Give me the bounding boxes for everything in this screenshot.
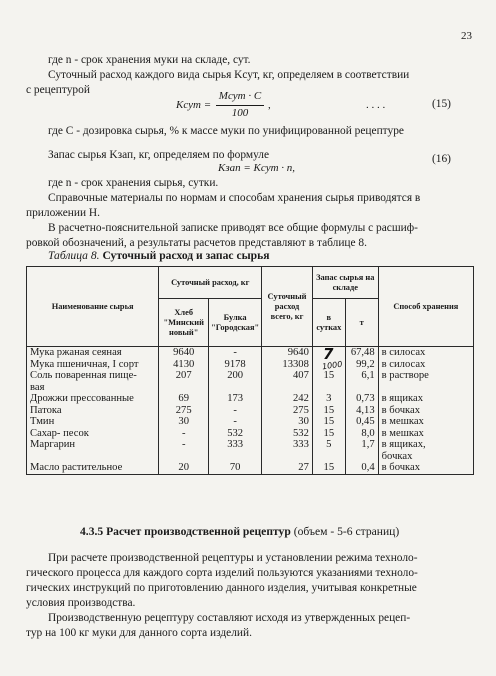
cell-bulka: 200 <box>209 370 262 382</box>
cell-t: 8,0 <box>345 428 378 440</box>
table-row <box>27 382 474 394</box>
cell-days: 15 <box>312 405 345 417</box>
text-line: ровкой обозначений, а результаты расчетов представляют в таблице 8. <box>26 237 367 249</box>
text-line: При расчете производственной рецептуры и установлении режима техноло- <box>48 552 418 564</box>
cell-bulka: 9178 <box>209 359 262 371</box>
cell-total <box>262 382 313 394</box>
cell-name: Патока <box>27 405 159 417</box>
cell-method: бочках <box>378 451 473 463</box>
cell-name: Мука ржаная сеяная <box>27 347 159 359</box>
text-line: где n - срок хранения муки на складе, сут. <box>48 54 251 66</box>
cell-method: в силосах <box>378 347 473 359</box>
cell-name: Сахар- песок <box>27 428 159 440</box>
formula-15-numerator: Mсут · C <box>218 90 262 102</box>
cell-t: 0,73 <box>345 393 378 405</box>
cell-total: 13308 <box>262 359 313 371</box>
table-row <box>27 439 474 451</box>
text-line: с рецептурой <box>26 84 90 96</box>
text-line: приложении Н. <box>26 207 100 219</box>
cell-method: в ящиках, <box>378 439 473 451</box>
section-heading-note: (объем - 5-6 страниц) <box>293 525 400 538</box>
cell-t: 4,13 <box>345 405 378 417</box>
cell-bulka: - <box>209 416 262 428</box>
cell-name: Соль поваренная пище- <box>27 370 159 382</box>
cell-total: 30 <box>262 416 313 428</box>
cell-bread: - <box>159 439 209 451</box>
table-row <box>27 370 474 382</box>
cell-total: 407 <box>262 370 313 382</box>
text-line: где n - срок хранения сырья, сутки. <box>48 177 219 189</box>
cell-method: в растворе <box>378 370 473 382</box>
cell-bulka: - <box>209 347 262 359</box>
fraction-bar <box>216 105 264 106</box>
cell-total <box>262 451 313 463</box>
section-heading-title: 4.3.5 Расчет производственной рецептур <box>80 525 291 538</box>
cell-t <box>345 382 378 394</box>
cell-method: в бочках <box>378 405 473 417</box>
text-line: тур на 100 кг муки для данного сорта изделий. <box>26 627 252 639</box>
page-number: 23 <box>461 30 472 42</box>
cell-t <box>345 451 378 463</box>
cell-bread <box>159 382 209 394</box>
table-row <box>27 416 474 428</box>
cell-t: 0,4 <box>345 462 378 474</box>
cell-bread: 275 <box>159 405 209 417</box>
header-bulka: Булка "Городская" <box>209 299 262 347</box>
cell-t: 99,2 <box>345 359 378 371</box>
formula-15-lhs: Kсут = <box>176 99 212 111</box>
text-line: где C - дозировка сырья, % к массе муки по унифицированной рецептуре <box>48 125 404 137</box>
cell-name: Дрожжи прессованные <box>27 393 159 405</box>
handwritten-mark: 7 <box>323 345 334 363</box>
header-daily: Суточный расход, кг <box>159 267 262 299</box>
text-line: гического процесса для каждого сорта изделий пользуются указаниями техноло- <box>26 567 418 579</box>
table-row <box>27 405 474 417</box>
cell-name: Мука пшеничная, I сорт <box>27 359 159 371</box>
cell-days: 15 <box>312 462 345 474</box>
table-row <box>27 451 474 463</box>
cell-bread: 4130 <box>159 359 209 371</box>
cell-bulka <box>209 451 262 463</box>
table-caption <box>48 249 270 262</box>
text-line: Запас сырья Kзап, кг, определяем по формуле <box>48 149 270 161</box>
cell-bread <box>159 451 209 463</box>
cell-days: 15 <box>312 416 345 428</box>
header-name: Наименование сырья <box>27 267 159 347</box>
cell-t: 67,48 <box>345 347 378 359</box>
cell-bulka: 173 <box>209 393 262 405</box>
header-t: т <box>345 299 378 347</box>
header-bread: Хлеб "Минский новый" <box>159 299 209 347</box>
cell-bulka: - <box>209 405 262 417</box>
cell-bread: 9640 <box>159 347 209 359</box>
cell-name: Масло растительное <box>27 462 159 474</box>
header-total: Суточный расход всего, кг <box>262 267 313 347</box>
cell-bulka: 70 <box>209 462 262 474</box>
cell-days <box>312 382 345 394</box>
cell-bread: - <box>159 428 209 440</box>
text-line: Суточный расход каждого вида сырья Kсут, кг, определяем в соответствии <box>48 69 410 81</box>
cell-bulka: 532 <box>209 428 262 440</box>
cell-method: в мешках <box>378 428 473 440</box>
header-method: Способ хранения <box>378 267 473 347</box>
header-days: в сутках <box>312 299 345 347</box>
cell-bulka <box>209 382 262 394</box>
text-line: условия производства. <box>26 597 136 609</box>
section-heading <box>80 525 399 538</box>
raw-materials-table <box>26 266 474 475</box>
cell-days: 15 <box>312 428 345 440</box>
table-row <box>27 462 474 474</box>
handwritten-mark: 1000 <box>321 359 343 372</box>
table-body <box>27 347 474 475</box>
table-row <box>27 428 474 440</box>
header-stock: Запас сырья на складе <box>312 267 378 299</box>
text-line: В расчетно-пояснительной записке приводят все общие формулы с расшиф- <box>48 222 418 234</box>
formula-15-denominator: 100 <box>231 107 249 119</box>
text-line: Производственную рецептуру составляют исходя из утвержденных рецеп- <box>48 612 411 624</box>
cell-total: 532 <box>262 428 313 440</box>
cell-method <box>378 382 473 394</box>
formula-15-number: (15) <box>432 98 451 110</box>
cell-method: в силосах <box>378 359 473 371</box>
cell-t: 6,1 <box>345 370 378 382</box>
cell-bread: 69 <box>159 393 209 405</box>
text-line: гических инструкций по приготовлению данного изделия, учитывая конкретные <box>26 582 417 594</box>
cell-t: 0,45 <box>345 416 378 428</box>
formula-15-dots: . . . . <box>366 99 386 111</box>
formula-16: Kзап = Kсут · n, <box>218 162 296 174</box>
cell-bread: 20 <box>159 462 209 474</box>
cell-method: в бочках <box>378 462 473 474</box>
cell-method: в мешках <box>378 416 473 428</box>
table-row <box>27 347 474 359</box>
cell-days: 15 <box>312 370 345 382</box>
cell-name: вая <box>27 382 159 394</box>
cell-total: 242 <box>262 393 313 405</box>
table-caption-title: Суточный расход и запас сырья <box>102 249 270 262</box>
cell-bulka: 333 <box>209 439 262 451</box>
table-row <box>27 393 474 405</box>
cell-bread: 207 <box>159 370 209 382</box>
formula-15-tail: , <box>268 99 271 111</box>
cell-days: 5 <box>312 439 345 451</box>
cell-days <box>312 451 345 463</box>
cell-name <box>27 451 159 463</box>
cell-total: 9640 <box>262 347 313 359</box>
cell-total: 333 <box>262 439 313 451</box>
cell-t: 1,7 <box>345 439 378 451</box>
cell-total: 275 <box>262 405 313 417</box>
text-line: Справочные материалы по нормам и способам хранения сырья приводятся в <box>48 192 421 204</box>
cell-name: Маргарин <box>27 439 159 451</box>
cell-days: 3 <box>312 393 345 405</box>
cell-method: в ящиках <box>378 393 473 405</box>
table-caption-label: Таблица 8. <box>48 249 100 262</box>
cell-total: 27 <box>262 462 313 474</box>
formula-16-number: (16) <box>432 153 451 165</box>
cell-bread: 30 <box>159 416 209 428</box>
cell-name: Тмин <box>27 416 159 428</box>
table-row <box>27 359 474 371</box>
